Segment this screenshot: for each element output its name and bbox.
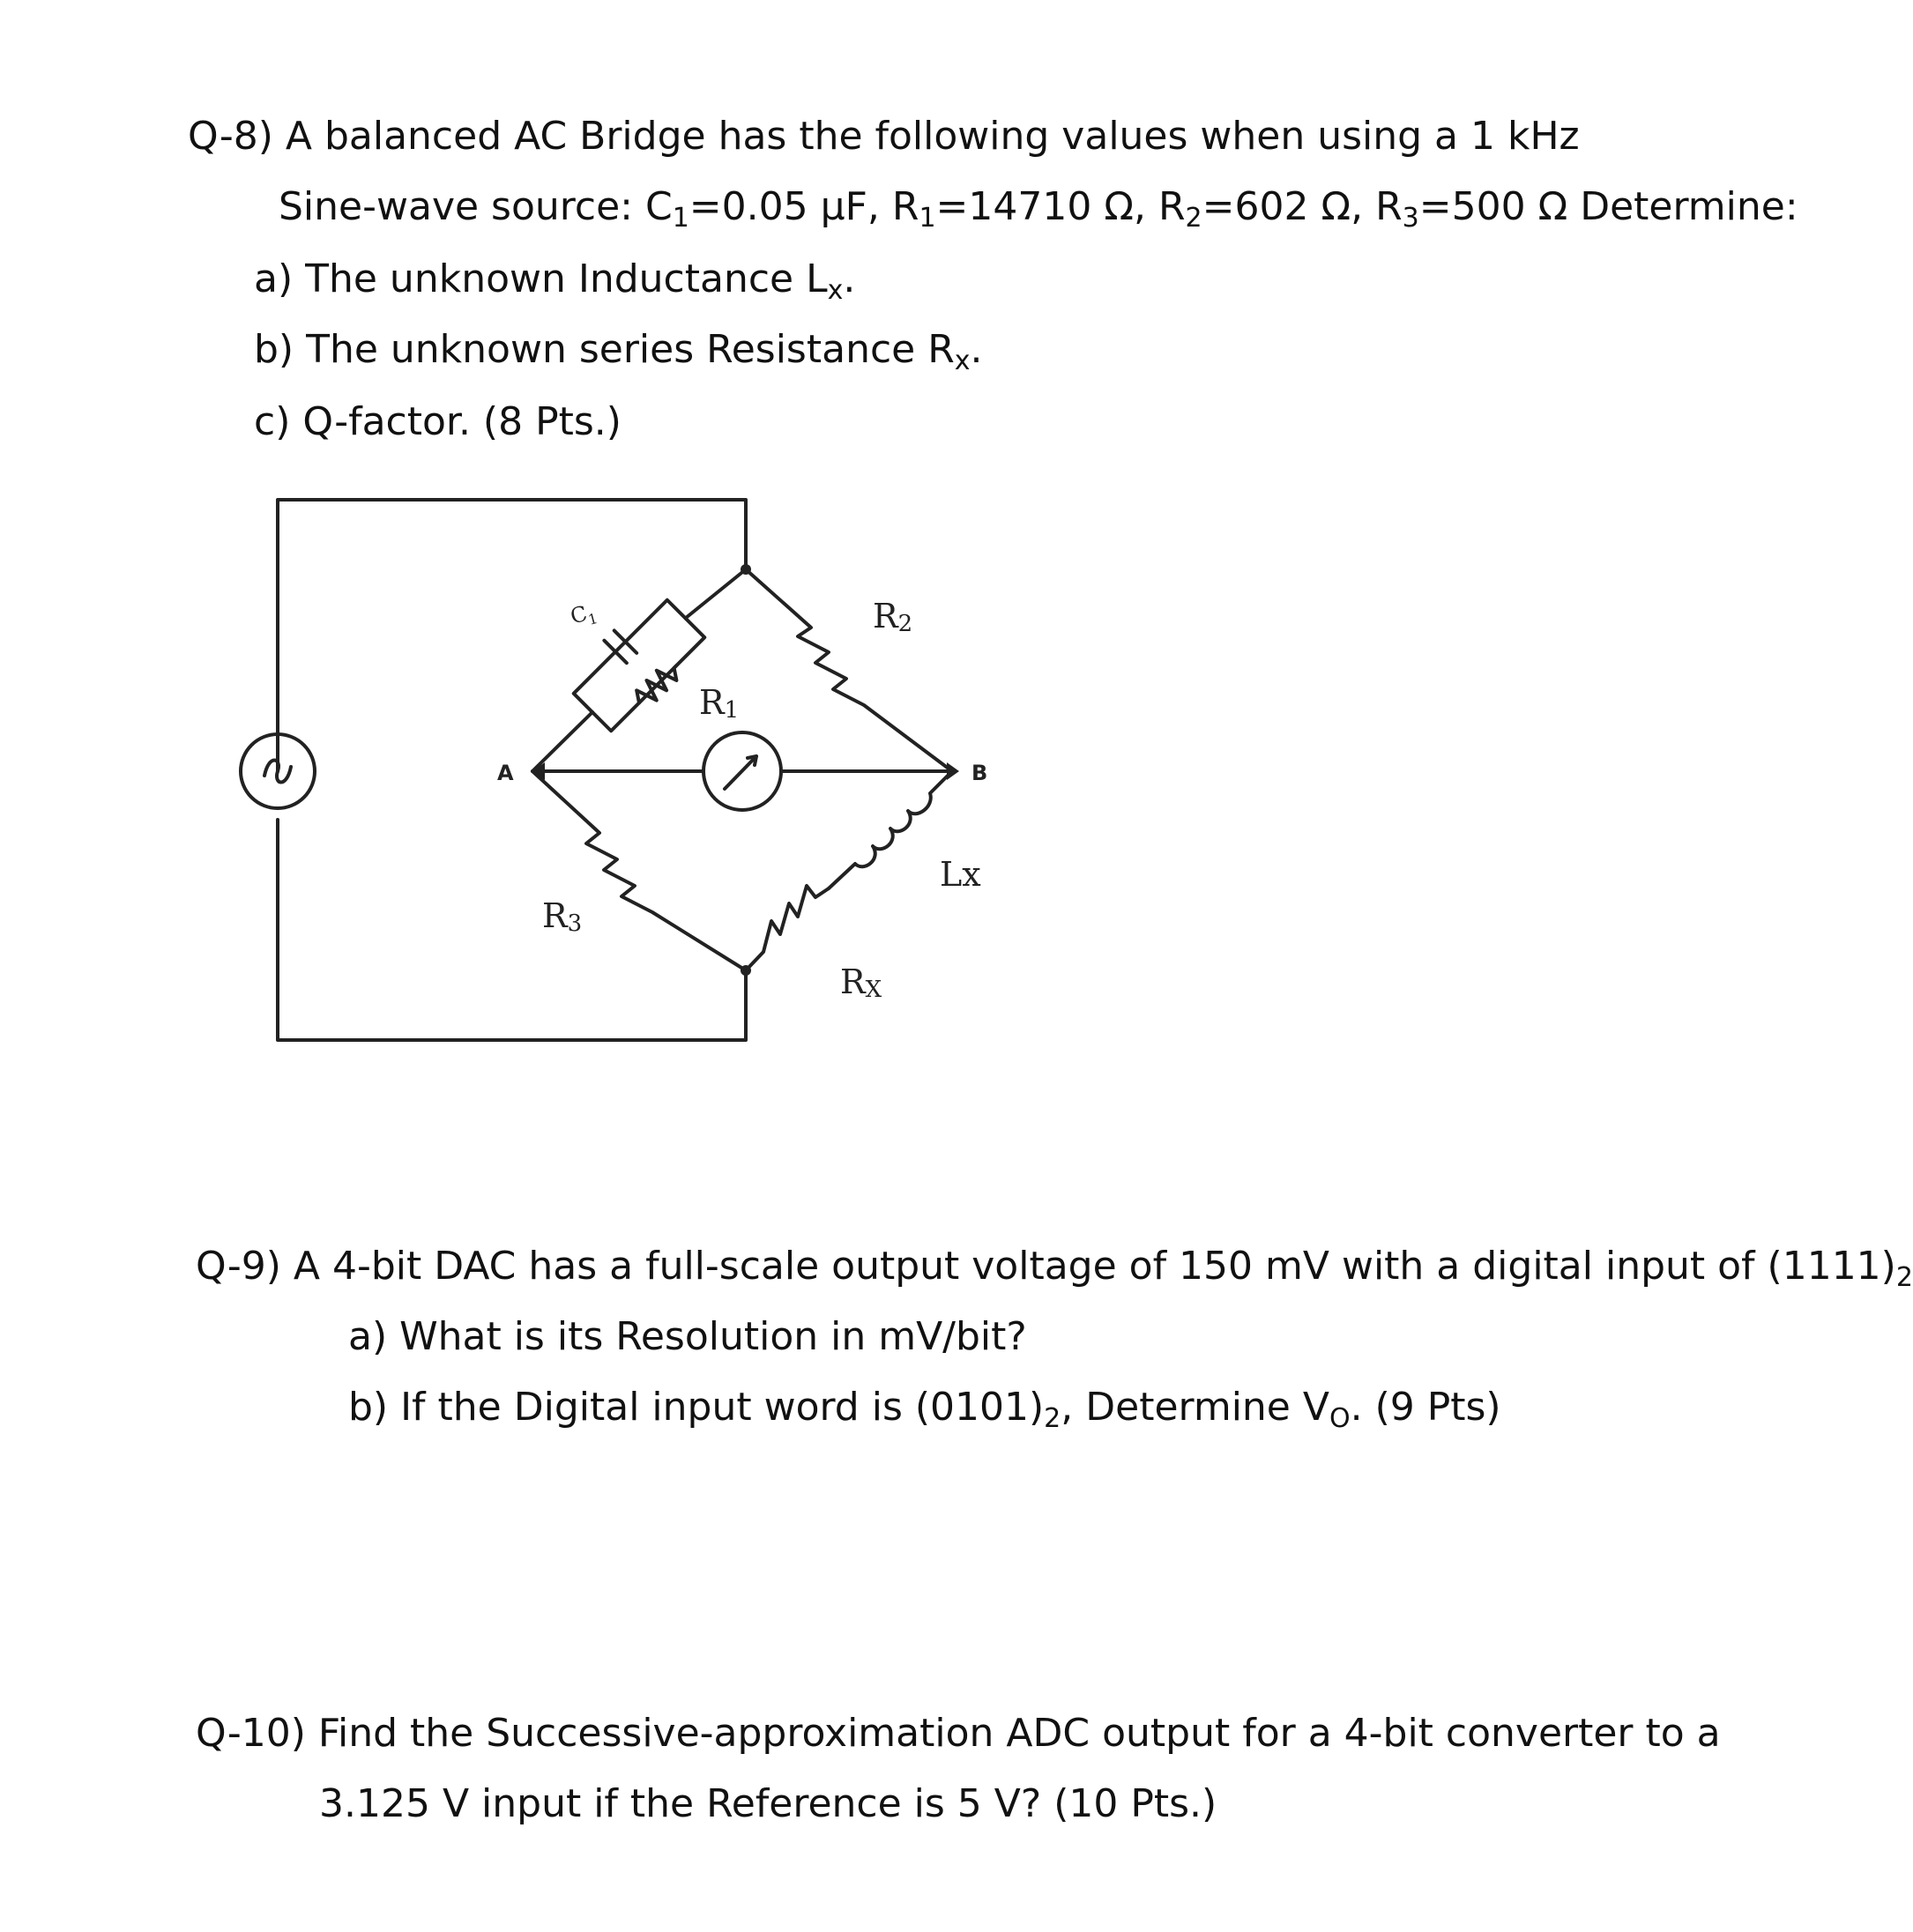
label-node-a: A	[497, 761, 514, 785]
resistor-r2-arm	[746, 569, 952, 771]
wire-a-to-c1r1	[532, 712, 592, 771]
outer-wire-top	[278, 500, 746, 771]
q8-part-b: b) The unknown series Resistance $R_x$.	[254, 327, 983, 376]
q10-heading: Q-10) Find the Successive-approximation ADC output for a 4-bit converter to a	[196, 1711, 1721, 1756]
label-node-b: B	[971, 761, 988, 785]
detector-needle	[725, 756, 756, 789]
bottom-node-dot	[741, 965, 751, 976]
ac-source-sine	[264, 761, 291, 783]
label-rx: RX	[840, 962, 882, 1003]
label-r3: R3	[542, 896, 583, 937]
q8-part-a: a) The unknown Inductance $L_x$.	[254, 256, 856, 306]
q9-part-a: a) What is its Resolution in mV/bit?	[348, 1314, 1027, 1359]
q9-part-b: b) If the Digital input word is $(0101)_2$, Determine $V_O$. (9 Pts)	[348, 1385, 1501, 1434]
wire-c1r1-to-top	[686, 569, 746, 618]
label-lx: Lx	[940, 855, 981, 894]
resistor-r1-zigzag	[632, 658, 684, 710]
q8-part-c: c) Q-factor. (8 Pts.)	[254, 399, 622, 444]
node-b-arrow	[947, 762, 959, 780]
label-r1: R1	[699, 683, 740, 724]
resistor-r3-arm	[532, 771, 746, 970]
outer-wire-bottom	[278, 820, 746, 1040]
q9-heading: Q-9) A 4-bit DAC has a full-scale output voltage of 150 mV with a digital input of $(1111)_2$	[196, 1244, 1913, 1293]
label-r2: R2	[873, 597, 913, 637]
q10-continuation: 3.125 V input if the Reference is 5 V? (10 Pts.)	[319, 1781, 1217, 1826]
q8-given-values: Sine-wave source: $C_1=0.05$ μF, $R_1=14710$ Ω, $R_2=602$ Ω, $R_3=500$ Ω Determine:	[279, 184, 1798, 234]
resistor-rx-arm	[746, 886, 829, 970]
label-c1: $C_1$	[568, 600, 599, 629]
top-node-dot	[741, 564, 751, 575]
q8-heading: Q-8) A balanced AC Bridge has the following values when using a 1 kHz	[188, 114, 1580, 159]
inductor-lx-arm	[829, 771, 952, 888]
